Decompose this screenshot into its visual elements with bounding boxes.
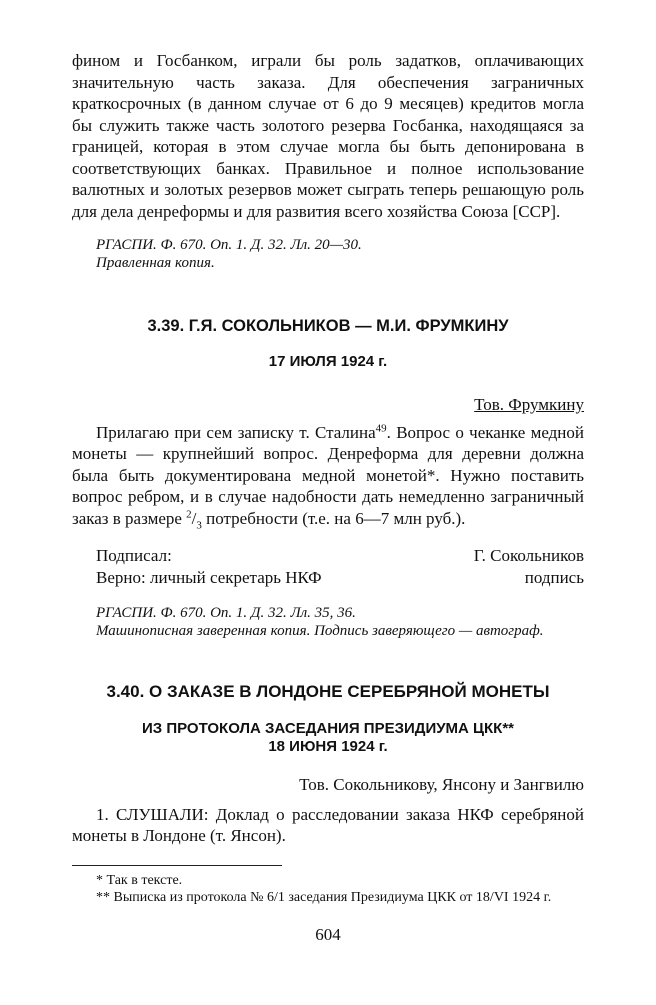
document-3-39-body (72, 422, 584, 530)
signed-label: Подписал: (96, 546, 172, 565)
document-3-40-subtitle (72, 720, 584, 756)
archive-source-2 (72, 604, 584, 640)
archive-reference: РГАСПИ. Ф. 670. Оп. 1. Д. 32. Лл. 20—30. (96, 237, 362, 253)
addressee (72, 394, 584, 416)
verified-value: подпись (524, 567, 584, 587)
body-text-2: . Вопрос о чеканке медной монеты — крупнейший вопрос. Денреформа для деревни должна была быть документирована медной монетой*. Нужно поставить вопрос ребром, и в случае надобности дать немедленно заграничный заказ в размере (72, 422, 584, 528)
footnotes (72, 872, 584, 906)
addressees: Тов. Сокольникову, Янсону и Зангвилю (299, 775, 584, 794)
document-3-39-date: 17 ИЮЛЯ 1924 г. (268, 353, 388, 370)
protocol-date: 18 ИЮНЯ 1924 г. (268, 738, 388, 755)
signature-block (72, 545, 584, 588)
archive-source-1 (72, 236, 584, 272)
protocol-heading: ИЗ ПРОТОКОЛА ЗАСЕДАНИЯ ПРЕЗИДИУМА ЦКК** (141, 720, 514, 737)
document-3-40-title: 3.40. О ЗАКАЗЕ В ЛОНДОНЕ СЕРЕБРЯНОЙ МОНЕТЫ (106, 682, 550, 701)
footnote-1: * Так в тексте. (96, 872, 183, 888)
document-3-39-title: 3.39. Г.Я. СОКОЛЬНИКОВ — М.И. ФРУМКИНУ (147, 317, 509, 335)
footnote-divider (72, 865, 282, 866)
fraction-two-thirds: $^2/_3$ (186, 507, 202, 531)
fraction-denominator: 3 (196, 518, 202, 531)
copy-type-note: Правленная копия. (96, 255, 215, 271)
signed-row (72, 545, 584, 567)
copy-type-note: Машинописная заверенная копия. Подпись заверяющего — автограф. (96, 623, 544, 639)
footnote-ref-49: 49 (375, 421, 387, 434)
top-paragraph: фином и Госбанком, играли бы роль задатков, оплачивающих значительную часть заказа. Для обеспечения заграничных краткосрочных (в данном случае от 6 до 9 месяцев) кредитов могла бы служить также часть золотого резерва Госбанка, находящаяся за границей, которая в этом случае могла бы быть депонирована в соответствующих банках. Правильное и полное использование валютных и золотых резервов может сыграть теперь решающую роль для дела денреформы и для развития всего хозяйства Союза [ССР]. (72, 51, 584, 221)
body-text-1: Прилагаю при сем записку т. Сталина (96, 422, 376, 442)
document-page (72, 50, 584, 906)
addressee-name: Тов. Фрумкину (474, 395, 584, 414)
page-number: 604 (315, 925, 341, 944)
signed-name: Г. Сокольников (473, 546, 584, 565)
verified-label: Верно: личный секретарь НКФ (96, 567, 322, 587)
body-text-3: потребности (т.е. на 6—7 млн руб.). (201, 508, 466, 528)
verified-row (72, 567, 584, 589)
archive-reference: РГАСПИ. Ф. 670. Оп. 1. Д. 32. Лл. 35, 36. (96, 605, 356, 621)
document-3-40-item-1: 1. СЛУШАЛИ: Доклад о расследовании заказа НКФ серебряной монеты в Лондоне (т. Янсон). (72, 804, 584, 845)
fraction-numerator: 2 (186, 507, 192, 520)
footnote-2: ** Выписка из протокола № 6/1 заседания Президиума ЦКК от 18/VI 1924 г. (96, 889, 552, 905)
